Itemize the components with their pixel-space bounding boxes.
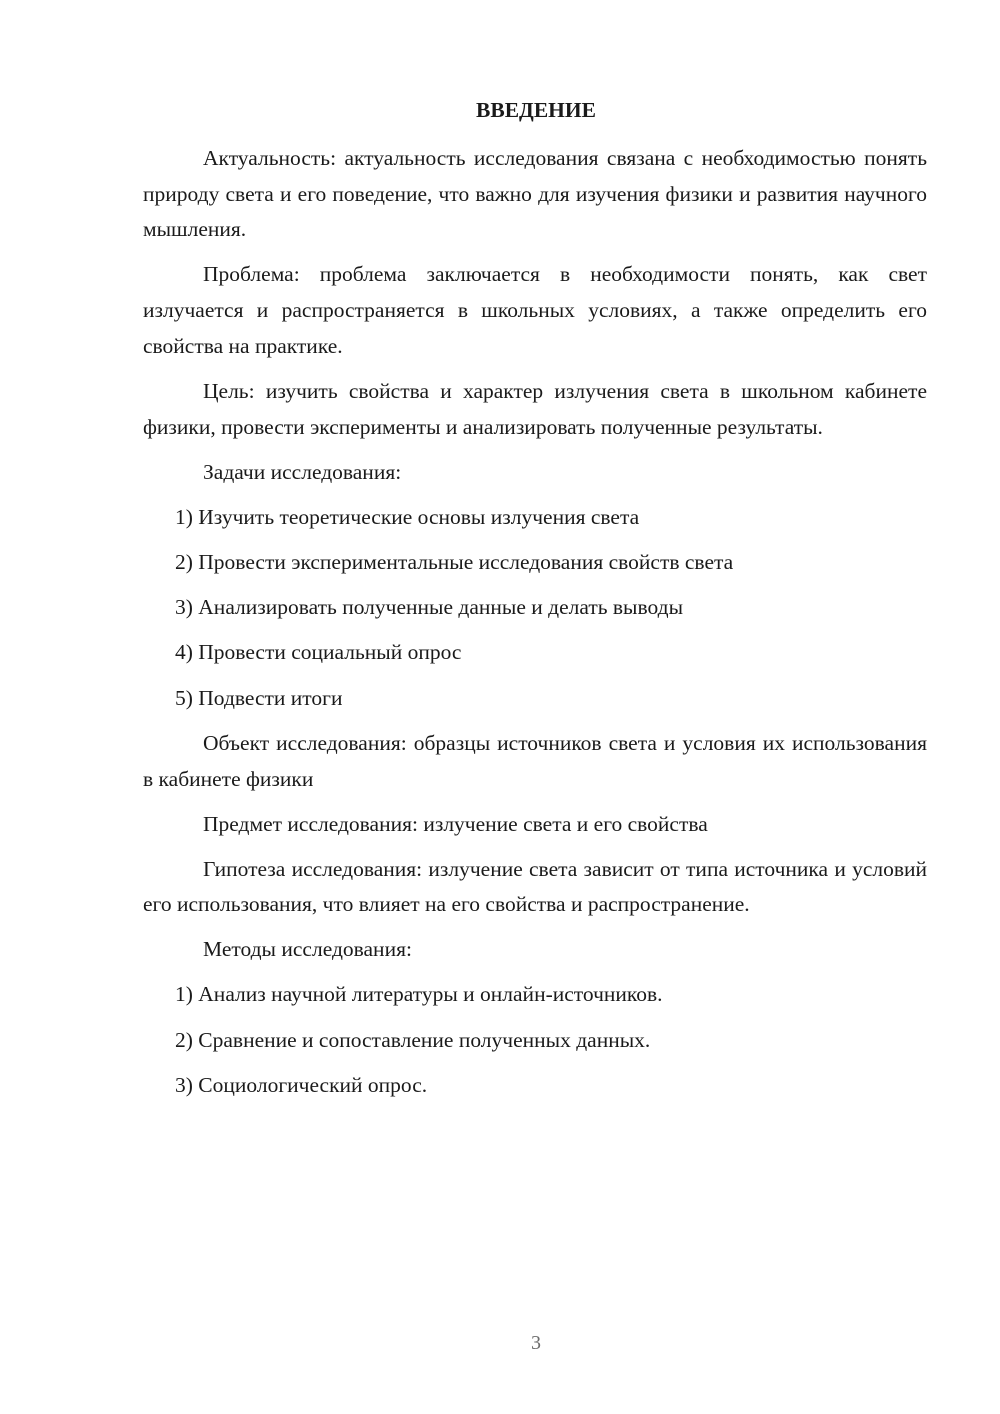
- list-item: 1) Анализ научной литературы и онлайн-источников.: [175, 982, 663, 1007]
- paragraph-subject: Предмет исследования: излучение света и его свойства: [203, 811, 708, 836]
- document-body: [143, 141, 927, 1113]
- list-item: 1) Изучить теоретические основы излучения света: [175, 504, 640, 529]
- methods-list: [143, 977, 927, 1103]
- tasks-list: [143, 500, 927, 717]
- paragraph-relevance: Актуальность: актуальность исследования связана с необходимостью понять природу света и его поведение, что важно для изучения физики и развития научного мышления.: [143, 146, 927, 242]
- list-item: 3) Социологический опрос.: [175, 1073, 428, 1097]
- methods-heading: Методы исследования:: [203, 937, 412, 962]
- list-item: 3) Анализировать полученные данные и делать выводы: [175, 595, 684, 620]
- list-item: 5) Подвести итоги: [175, 685, 343, 710]
- paragraph-problem: Проблема: проблема заключается в необходимости понять, как свет излучается и распространяется в школьных условиях, а также определить его свойства на практике.: [143, 262, 927, 358]
- page-number: 3: [531, 1332, 541, 1354]
- paragraph-hypothesis: Гипотеза исследования: излучение света зависит от типа источника и условий его использования, что влияет на его свойства и распространение.: [143, 856, 927, 917]
- paragraph-goal: Цель: изучить свойства и характер излучения света в школьном кабинете физики, провести эксперименты и анализировать полученные результаты.: [143, 378, 927, 439]
- list-item: 2) Сравнение и сопоставление полученных данных.: [175, 1027, 651, 1052]
- list-item: 2) Провести экспериментальные исследования свойств света: [175, 549, 734, 574]
- paragraph-object: Объект исследования: образцы источников света и условия их использования в кабинете физики: [143, 731, 927, 791]
- page-title: ВВЕДЕНИЕ: [476, 98, 596, 122]
- tasks-heading: Задачи исследования:: [203, 459, 402, 484]
- list-item: 4) Провести социальный опрос: [175, 640, 462, 665]
